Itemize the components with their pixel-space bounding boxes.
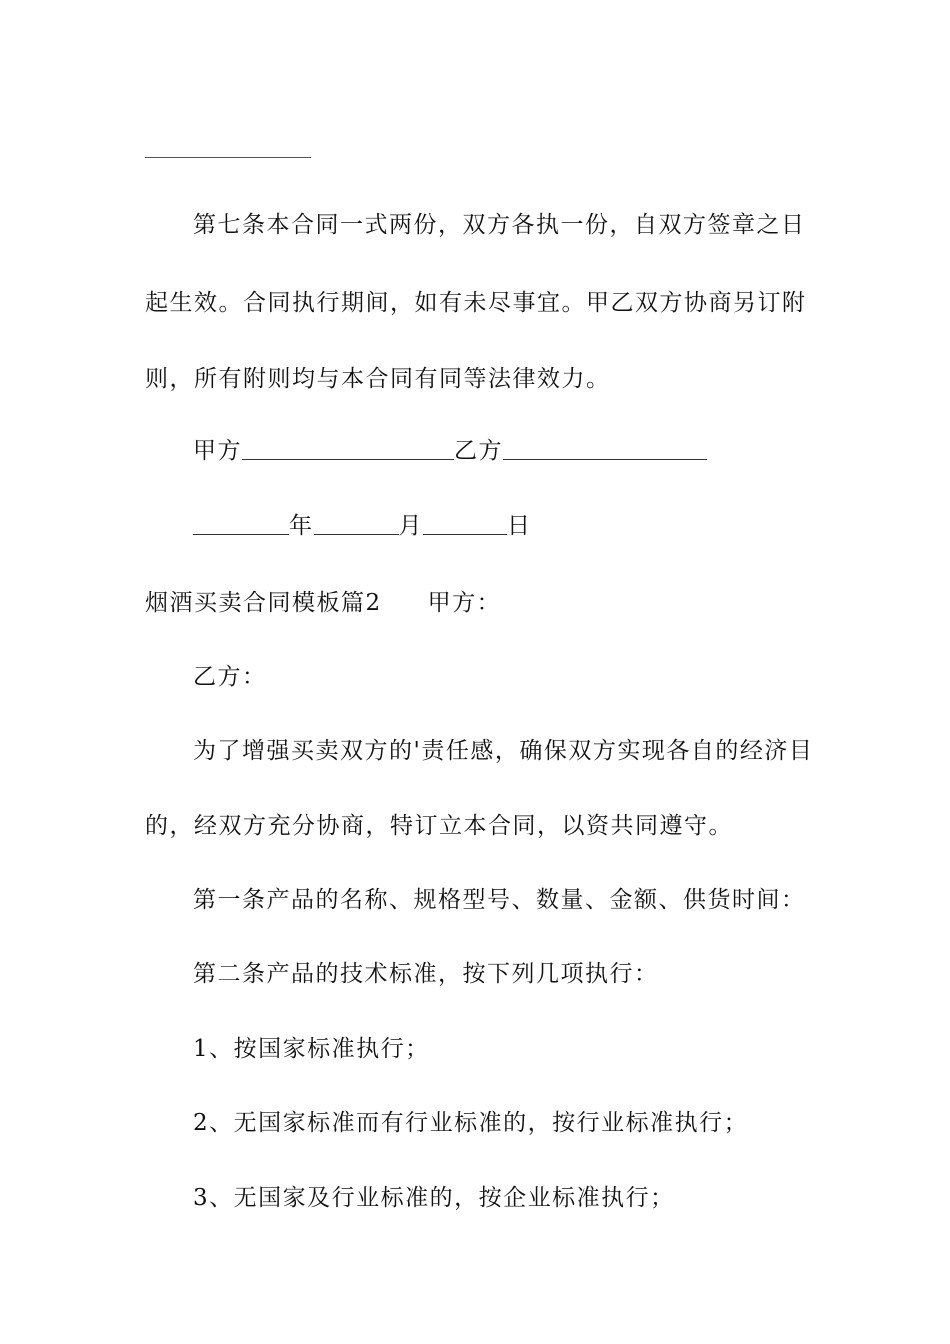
year-label: 年 <box>289 513 314 539</box>
month-label: 月 <box>398 513 423 539</box>
article-7-line-2: 起生效。合同执行期间，如有未尽事宜。甲乙双方协商另订附 <box>145 290 807 316</box>
section-2-party-a: 甲方： <box>427 590 502 616</box>
article-2: 第二条产品的技术标准，按下列几项执行： <box>193 961 659 987</box>
party-b-blank <box>503 439 707 460</box>
article-1: 第一条产品的名称、规格型号、数量、金额、供货时间： <box>193 887 806 913</box>
section-2-heading-line <box>145 588 501 618</box>
day-label: 日 <box>507 513 532 539</box>
top-rule <box>145 157 311 158</box>
month-blank <box>314 514 399 535</box>
list-item: 1、按国家标准执行； <box>193 1036 430 1062</box>
intro-line-2: 的，经双方充分协商，特订立本合同，以资共同遵守。 <box>145 813 733 839</box>
year-blank <box>193 514 289 535</box>
party-a-blank <box>242 439 454 460</box>
signature-line <box>193 436 707 466</box>
date-line <box>193 511 532 541</box>
party-b-label: 乙方 <box>454 438 503 464</box>
list-item: 2、无国家标准而有行业标准的，按行业标准执行； <box>193 1110 749 1136</box>
section-2-title: 烟酒买卖合同模板篇2 <box>145 590 382 616</box>
day-blank <box>423 514 507 535</box>
article-7-line-3: 则，所有附则均与本合同有同等法律效力。 <box>145 366 611 392</box>
party-a-label: 甲方 <box>193 438 242 464</box>
list-item: 3、无国家及行业标准的，按企业标准执行； <box>193 1185 675 1211</box>
article-7-line-1: 第七条本合同一式两份，双方各执一份，自双方签章之日 <box>193 212 806 238</box>
section-2-party-b: 乙方： <box>193 664 267 690</box>
intro-line-1: 为了增强买卖双方的'责任感，确保双方实现各自的经济目 <box>193 738 814 764</box>
